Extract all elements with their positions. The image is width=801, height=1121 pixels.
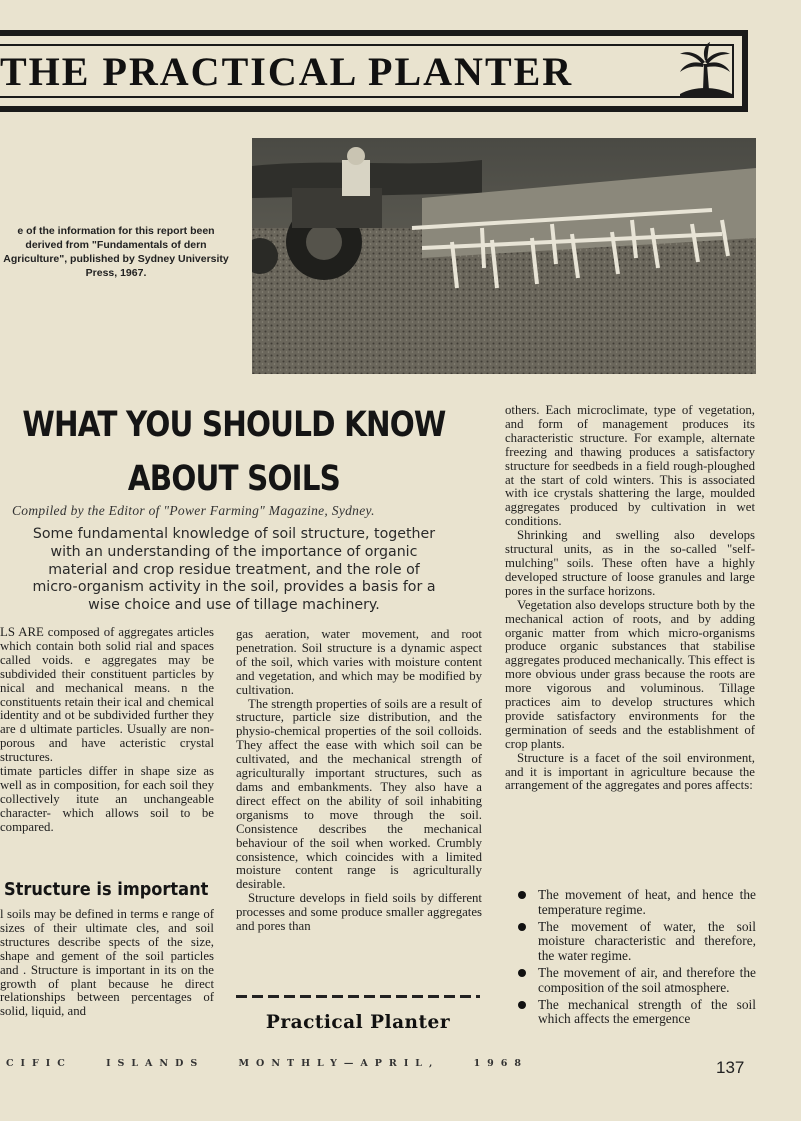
masthead-title: THE PRACTICAL PLANTER	[0, 49, 574, 94]
headline	[0, 398, 468, 506]
column-1	[0, 626, 214, 835]
footer-publication-1: CIFIC	[6, 1058, 72, 1069]
footer-publication-2: ISLANDS	[106, 1058, 205, 1069]
subheading: Structure is important	[4, 879, 209, 900]
footer-year: 1968	[473, 1058, 529, 1069]
paragraph: timate particles differ in shape size as well as in composition, for each soil they collectively itute an unchangeable character- which allows soil to be compared.	[0, 764, 214, 834]
list-item: The movement of heat, and hence the temperature regime.	[518, 888, 756, 918]
paragraph: gas aeration, water movement, and root penetration. Soil structure is a dynamic aspect of the soil, which varies with moisture content and vegetation, and which may be modified by cultivation.	[236, 627, 482, 697]
paragraph: Structure is a facet of the soil environment, and it is important in agriculture because the arrangement of the aggregates and pores affects:	[505, 750, 755, 793]
bullet-icon	[518, 923, 526, 931]
bullet-icon	[518, 891, 526, 899]
section-divider	[236, 995, 480, 998]
masthead	[0, 30, 748, 112]
list-item: The movement of air, and therefore the composition of the soil atmosphere.	[518, 966, 756, 996]
headline-line2: ABOUT SOILS	[127, 459, 340, 499]
column-2	[236, 628, 482, 934]
bullet-icon	[518, 1001, 526, 1009]
page-footer	[6, 1058, 566, 1069]
bullet-icon	[518, 969, 526, 977]
intro-paragraph: Some fundamental knowledge of soil structure, together with an understanding of the importance of organic material and crop residue treatment, and the role of micro-organism activity in the soil, provides a basis for a wise choice and use of tillage machinery.	[32, 526, 436, 614]
paragraph: The strength properties of soils are a result of structure, particle size distribution, and the physio-chemical properties of the soil colloids. They affect the ease with which soil can be cultivated, and the mechanical strength of agriculturally important structures, such as dams and embankments. They also have a direct effect on the ability of soil inhabiting organisms to move through the soil. Consistence describes the mechanical behaviour of the soil when worked. Crumbly consistence, which coincides with a limited moisture content range is agriculturally desirable.	[236, 696, 482, 892]
paragraph: Vegetation also develops structure both by the mechanical action of roots, and by adding organic matter from which micro-organisms produce organic substances that stabilise aggregates produced mechanically. This effect is more obvious under grass because the roots are more vigorous and voluminous. Tillage practices aim to develop structures which provide satisfactory environments for the germination of seeds and the establishment of crop plants.	[505, 597, 755, 751]
paragraph: LS ARE composed of aggregates articles which contain both solid rial and spaces called voids. e aggregates may be subdivided their constituent particles by nical and mechanical means. n the constituents retain their ical and chemical identity and ot be subdivided further they are d ultimate particles. Usually are non-porous and have acteristic crystal structures.	[0, 625, 214, 765]
headline-line1: WHAT YOU SHOULD KNOW	[22, 405, 446, 445]
endmark: Practical Planter	[265, 1012, 451, 1033]
tractor-photo	[252, 138, 756, 374]
paragraph: Structure develops in field soils by different processes and some produce smaller aggregates and pores than	[236, 891, 482, 934]
list-item: The movement of water, the soil moisture characteristic and therefore, the water regime.	[518, 920, 756, 964]
column-3	[505, 404, 755, 793]
bullet-list	[518, 888, 756, 1029]
page-number: 137	[716, 1058, 745, 1077]
photo-credit: e of the information for this report been derived from "Fundamentals of dern Agriculture", published by Sydney University Press, 1967.	[3, 225, 229, 279]
byline: Compiled by the Editor of "Power Farming" Magazine, Sydney.	[12, 503, 375, 518]
paragraph: l soils may be defined in terms e range of sizes of their ultimate cles, and soil structures describe spects of the size, shape and gement of the soil particles and . Structure is important in its on the growth of plant because he direct relationships between percentages of solid, liquid, and	[0, 907, 214, 1019]
paragraph: Shrinking and swelling also develops structural units, as in the so-called "self-mulching" soils. These often have a highly developed structure of loose granules and large pores in the surface horizons.	[505, 528, 755, 598]
palm-tree-logo	[676, 42, 734, 102]
list-item: The mechanical strength of the soil which affects the emergence	[518, 998, 756, 1028]
paragraph: others. Each microclimate, type of vegetation, and form of management produces its characteristic structure. For example, alternate freezing and thawing produces a satisfactory structure for seedbeds in a field rough-ploughed at the start of cold winters. This is associated with ice crystals shattering the large, moulded aggregates produced by cultivation in wet conditions.	[505, 403, 755, 529]
column-1-continued	[0, 908, 214, 1019]
footer-issue: MONTHLY—APRIL,	[238, 1058, 440, 1069]
